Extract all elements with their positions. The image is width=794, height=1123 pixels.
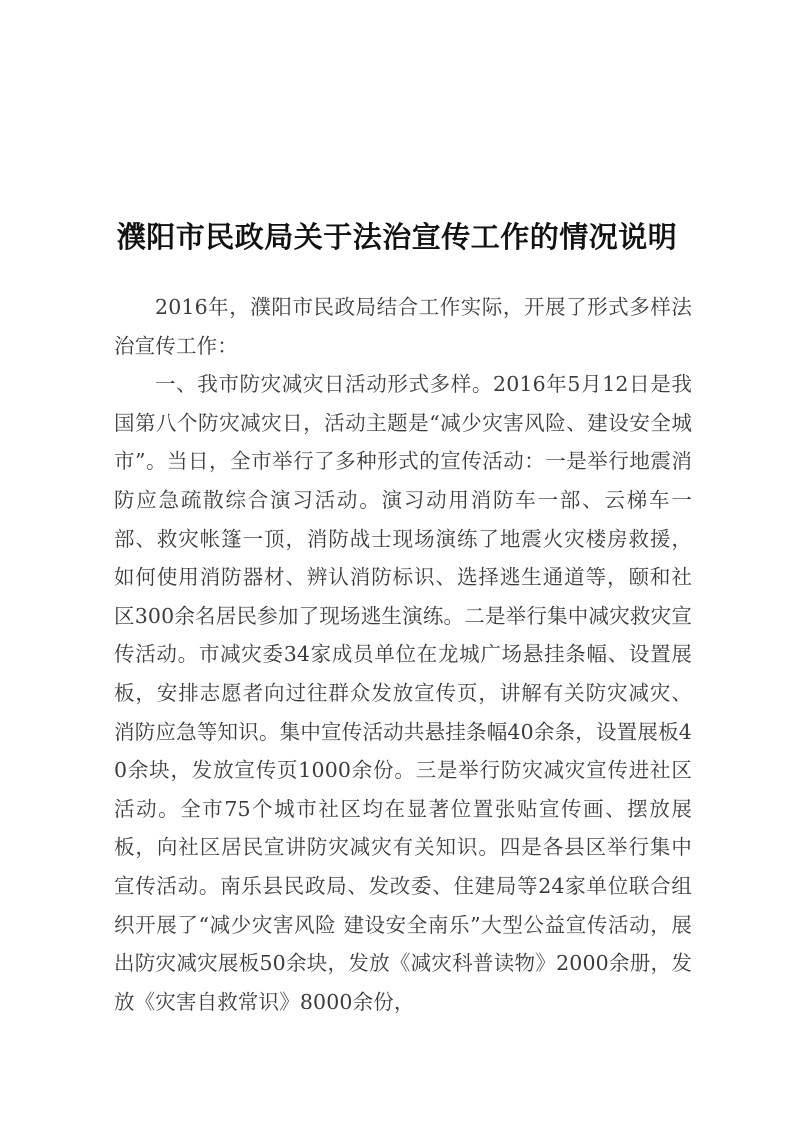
- paragraph-intro: 2016年，濮阳市民政局结合工作实际，开展了形式多样法治宣传工作：: [114, 295, 692, 358]
- paragraph-section-one: 一、我市防灾减灾日活动形式多样。2016年5月12日是我国第八个防灾减灾日，活动主题是“减少灾害风险、建设安全城市”。当日，全市举行了多种形式的宣传活动：一是举行地震消防应急疏散综合演习活动。演习动用消防车一部、云梯车一部、救灾帐篷一顶，消防战士现场演练了地震火灾楼房救援，如何使用消防器材、辨认消防标识、选择逃生通道等，颐和社区300余名居民参加了现场逃生演练。二是举行集中减灾救灾宣传活动。市减灾委34家成员单位在龙城广场悬挂条幅、设置展板，安排志愿者向过往群众发放宣传页，讲解有关防灾减灾、消防应急等知识。集中宣传活动共悬挂条幅40余条，设置展板40余块，发放宣传页1000余份。三是举行防灾减灾宣传进社区活动。全市75个城市社区均在显著位置张贴宣传画、摆放展板，向社区居民宣讲防灾减灾有关知识。四是各县区举行集中宣传活动。南乐县民政局、发改委、住建局等24家单位联合组织开展了“减少灾害风险 建设安全南乐”大型公益宣传活动，展出防灾减灾展板50余块，发放《减灾科普读物》2000余册，发放《灾害自救常识》8000余份，: [114, 372, 692, 1014]
- document-body: [114, 288, 692, 1021]
- page-title: 濮阳市民政局关于法治宣传工作的情况说明: [116, 220, 678, 255]
